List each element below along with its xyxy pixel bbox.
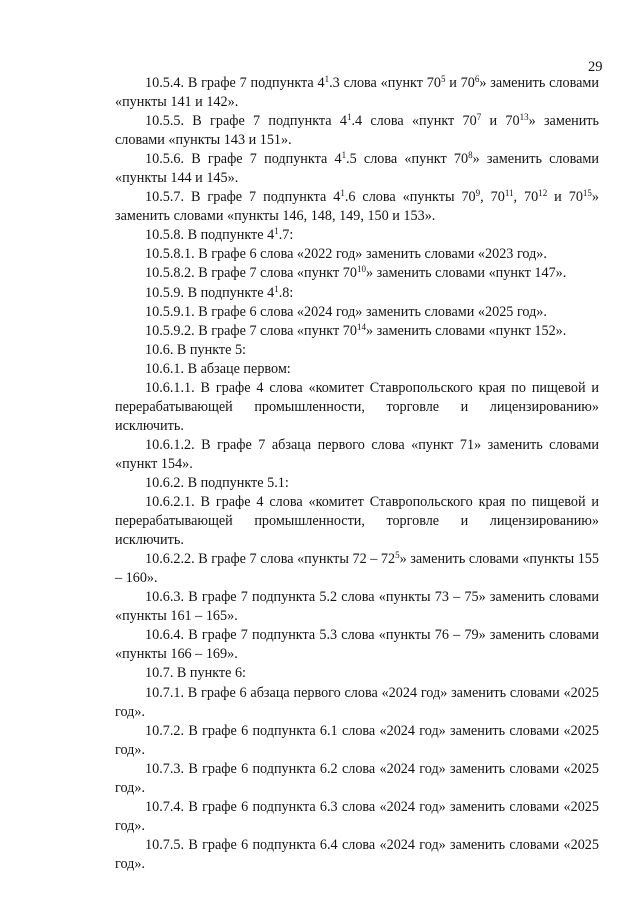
superscript: 5 bbox=[440, 74, 446, 84]
text-run: и 70 bbox=[547, 189, 583, 206]
text-run: и 70 bbox=[481, 113, 520, 130]
paragraph bbox=[115, 760, 599, 798]
text-run: .4 слова «пункт 70 bbox=[351, 113, 477, 130]
text-run: 10.7.2. В графе 6 подпункта 6.1 слова «2024 год» заменить словами «2025 год». bbox=[115, 722, 599, 758]
document-body bbox=[115, 74, 599, 874]
text-run: » заменить словами «пункт 152». bbox=[365, 322, 567, 339]
text-run: » заменить словами «пункты 143 и 151». bbox=[115, 113, 599, 149]
superscript: 8 bbox=[468, 150, 473, 161]
paragraph bbox=[115, 588, 599, 626]
paragraph bbox=[115, 188, 599, 226]
superscript: 1 bbox=[324, 74, 330, 84]
text-run: » заменить словами «пункты 146, 148, 149, 150 и 153». bbox=[115, 189, 600, 225]
superscript: 13 bbox=[519, 112, 529, 123]
paragraph bbox=[115, 474, 599, 493]
text-run: и 70 bbox=[445, 75, 475, 91]
paragraph bbox=[115, 74, 599, 112]
paragraph bbox=[115, 284, 599, 303]
page-number: 29 bbox=[588, 59, 603, 75]
superscript: 11 bbox=[504, 188, 514, 199]
paragraph bbox=[115, 303, 599, 322]
text-run: .8: bbox=[278, 284, 294, 301]
superscript: 6 bbox=[474, 74, 480, 84]
text-run: 10.5.8.1. В графе 6 слова «2022 год» заменить словами «2023 год». bbox=[145, 246, 547, 263]
text-run: 10.7.3. В графе 6 подпункта 6.2 слова «2024 год» заменить словами «2025 год». bbox=[115, 760, 599, 796]
text-run: 10.7.1. В графе 6 абзаца первого слова «2024 год» заменить словами «2025 год». bbox=[115, 684, 599, 720]
paragraph bbox=[115, 264, 599, 283]
text-run: 10.5.9.1. В графе 6 слова «2024 год» заменить словами «2025 год». bbox=[145, 303, 547, 320]
text-run: » заменить словами «пункт 147». bbox=[365, 265, 567, 282]
text-run: 10.5.7. В графе 7 подпункта 4 bbox=[145, 189, 341, 206]
paragraph bbox=[115, 550, 599, 588]
text-run: 10.6.1.2. В графе 7 абзаца первого слова «пункт 71» заменить словами «пункт 154». bbox=[115, 436, 599, 472]
text-run: .3 слова «пункт 70 bbox=[329, 75, 441, 91]
text-run: 10.5.9.2. В графе 7 слова «пункт 70 bbox=[145, 322, 357, 339]
paragraph bbox=[115, 379, 599, 436]
text-run: 10.6.2.1. В графе 4 слова «комитет Ставропольского края по пищевой и перерабатывающей промышленности, торговле и лицензированию» исключить. bbox=[115, 494, 599, 549]
text-run: 10.6.1.1. В графе 4 слова «комитет Ставропольского края по пищевой и перерабатывающей промышленности, торговле и лицензированию» исключить. bbox=[115, 379, 599, 434]
text-run: 10.5.8.2. В графе 7 слова «пункт 70 bbox=[145, 265, 357, 282]
paragraph bbox=[115, 112, 599, 150]
text-run: 10.6.4. В графе 7 подпункта 5.3 слова «пункты 76 – 79» заменить словами «пункты 166 – 169». bbox=[115, 627, 599, 663]
text-run: .6 слова «пункты 70 bbox=[344, 189, 476, 206]
text-run: 10.6.2.2. В графе 7 слова «пункты 72 – 72 bbox=[145, 551, 396, 568]
superscript: 1 bbox=[341, 150, 347, 161]
paragraph bbox=[115, 722, 599, 760]
superscript: 12 bbox=[538, 188, 548, 199]
paragraph bbox=[115, 360, 599, 379]
paragraph bbox=[115, 836, 599, 874]
text-run: 10.7.5. В графе 6 подпункта 6.4 слова «2024 год» заменить словами «2025 год». bbox=[115, 836, 599, 872]
text-run: 10.5.4. В графе 7 подпункта 4 bbox=[145, 75, 325, 91]
text-run: , 70 bbox=[480, 189, 505, 206]
paragraph bbox=[115, 436, 599, 474]
superscript: 1 bbox=[346, 112, 352, 123]
text-run: .7: bbox=[278, 227, 294, 244]
superscript: 5 bbox=[395, 550, 400, 561]
paragraph bbox=[115, 245, 599, 264]
text-run: » заменить словами «пункты 144 и 145». bbox=[115, 151, 599, 187]
text-run: 10.6.3. В графе 7 подпункта 5.2 слова «пункты 73 – 75» заменить словами «пункты 161 – 165». bbox=[115, 589, 599, 625]
text-run: 10.5.9. В подпункте 4 bbox=[145, 284, 275, 301]
text-run: 10.6. В пункте 5: bbox=[145, 341, 246, 358]
text-run: 10.7.4. В графе 6 подпункта 6.3 слова «2024 год» заменить словами «2025 год». bbox=[115, 798, 599, 834]
text-run: 10.5.5. В графе 7 подпункта 4 bbox=[145, 113, 347, 130]
paragraph bbox=[115, 684, 599, 722]
text-run: , 70 bbox=[513, 189, 539, 206]
text-run: 10.5.6. В графе 7 подпункта 4 bbox=[145, 151, 342, 168]
paragraph bbox=[115, 626, 599, 664]
paragraph bbox=[115, 664, 599, 683]
superscript: 10 bbox=[356, 264, 366, 275]
text-run: .5 слова «пункт 70 bbox=[346, 151, 469, 168]
superscript: 14 bbox=[356, 321, 366, 332]
text-run: 10.7. В пункте 6: bbox=[145, 665, 246, 682]
paragraph bbox=[115, 322, 599, 341]
superscript: 1 bbox=[274, 226, 279, 237]
paragraph bbox=[115, 493, 599, 550]
text-run: » заменить словами «пункты 141 и 142». bbox=[115, 75, 599, 111]
text-run: 10.6.1. В абзаце первом: bbox=[145, 360, 291, 377]
text-run: 10.5.8. В подпункте 4 bbox=[145, 227, 275, 244]
paragraph bbox=[115, 798, 599, 836]
superscript: 1 bbox=[274, 283, 279, 294]
text-run: » заменить словами «пункты 155 – 160». bbox=[115, 551, 599, 587]
superscript: 1 bbox=[340, 188, 345, 199]
paragraph bbox=[115, 226, 599, 245]
paragraph bbox=[115, 150, 599, 188]
superscript: 15 bbox=[582, 188, 592, 199]
superscript: 9 bbox=[475, 188, 481, 199]
paragraph bbox=[115, 341, 599, 360]
text-run: 10.6.2. В подпункте 5.1: bbox=[145, 474, 289, 491]
superscript: 7 bbox=[476, 112, 482, 123]
